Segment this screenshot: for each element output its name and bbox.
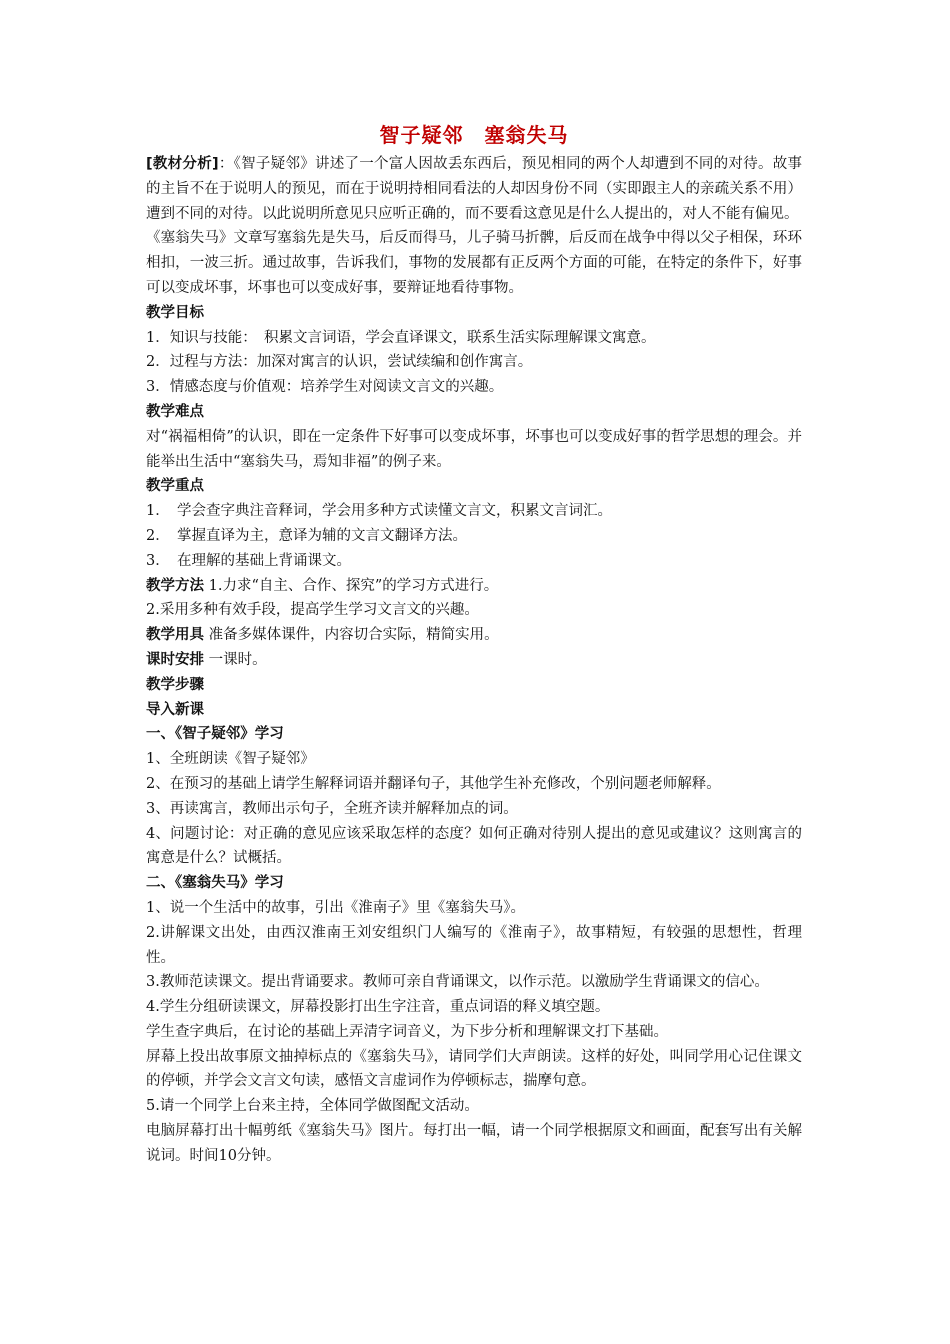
difficulty-heading: 教学难点 bbox=[146, 403, 204, 420]
part2-item: 学生查字典后，在讨论的基础上弄清字词音义，为下步分析和理解课文打下基础。 bbox=[146, 1023, 668, 1040]
part1-heading: 一、《智子疑邻》学习 bbox=[146, 726, 284, 743]
keypoints-heading: 教学重点 bbox=[146, 478, 204, 495]
tools-text: 准备多媒体课件，内容切合实际，精简实用。 bbox=[204, 627, 499, 644]
part2-item: 4.学生分组研读课文，屏幕投影打出生字注音，重点词语的释义填空题。 bbox=[146, 999, 610, 1016]
tools-paragraph bbox=[146, 623, 802, 648]
part1-item: 1、全班朗读《智子疑邻》 bbox=[146, 751, 315, 768]
part1-item: 3、再读寓言，教师出示句子，全班齐读并解释加点的词。 bbox=[146, 800, 518, 817]
part2-item: 5.请一个同学上台来主持，全体同学做图配文活动。 bbox=[146, 1098, 479, 1115]
goal-item: 2．过程与方法：加深对寓言的认识，尝试续编和创作寓言。 bbox=[146, 354, 533, 371]
difficulty-text: 对“祸福相倚”的认识，即在一定条件下好事可以变成坏事，坏事也可以变成好事的哲学思想的理会。并能举出生活中“塞翁失马，焉知非福”的例子来。 bbox=[146, 428, 802, 470]
tools-heading: 教学用具 bbox=[146, 627, 204, 644]
analysis-text: ：《智子疑邻》讲述了一个富人因故丢东西后，预见相同的两个人却遭到不同的对待。故事的主旨不在于说明人的预见，而在于说明持相同看法的人却因身份不同（实即跟主人的亲疏关系不用）遭到不同的对待。以此说明所意见只应听正确的，而不要看这意见是什么人提出的，对人不能有偏见。 bbox=[146, 156, 802, 222]
method-paragraph bbox=[146, 574, 802, 599]
part2-item: 屏幕上投出故事原文抽掉标点的《塞翁失马》，请同学们大声朗读。这样的好处，叫同学用心记住课文的停顿，并学会文言文句读，感悟文言虚词作为停顿标志，揣摩句意。 bbox=[146, 1048, 802, 1090]
method-text-2: 2.采用多种有效手段，提高学生学习文言文的兴趣。 bbox=[146, 602, 479, 619]
goals-heading: 教学目标 bbox=[146, 304, 204, 321]
keypoint-item: 1． 学会查字典注音释词，学会用多种方式读懂文言文，积累文言词汇。 bbox=[146, 503, 612, 520]
part2-item: 电脑屏幕打出十幅剪纸《塞翁失马》图片。每打出一幅，请一个同学根据原文和画面，配套写出有关解说词。时间10分钟。 bbox=[146, 1123, 802, 1164]
method-heading: 教学方法 bbox=[146, 577, 204, 594]
schedule-paragraph bbox=[146, 648, 802, 673]
part1-item: 4、问题讨论：对正确的意见应该采取怎样的态度？如何正确对待别人提出的意见或建议？这则寓言的寓意是什么？试概括。 bbox=[146, 825, 802, 867]
method-text: 1.力求“自主、合作、探究”的学习方式进行。 bbox=[204, 577, 499, 594]
analysis-label: [教材分析] bbox=[146, 156, 219, 172]
intro-heading: 导入新课 bbox=[146, 701, 204, 718]
analysis-paragraph-2: 《塞翁失马》文章写塞翁先是失马，后反而得马，儿子骑马折髀，后反而在战争中得以父子相保，环环相扣，一波三折。通过故事，告诉我们，事物的发展都有正反两个方面的可能，在特定的条件下，好事可以变成坏事，坏事也可以变成好事，要辩证地看待事物。 bbox=[146, 230, 802, 296]
goal-item: 1．知识与技能： 积累文言词语，学会直译课文，联系生活实际理解课文寓意。 bbox=[146, 329, 656, 346]
keypoint-item: 3． 在理解的基础上背诵课文。 bbox=[146, 552, 351, 569]
steps-heading: 教学步骤 bbox=[146, 676, 204, 693]
part2-heading: 二、《塞翁失马》学习 bbox=[146, 875, 284, 892]
part2-item: 3.教师范读课文。提出背诵要求。教师可亲自背诵课文，以作示范。以激励学生背诵课文的信心。 bbox=[146, 974, 769, 991]
schedule-heading: 课时安排 bbox=[146, 651, 204, 668]
document-page bbox=[146, 118, 802, 1169]
schedule-text: 一课时。 bbox=[204, 651, 267, 668]
part2-item: 1、说一个生活中的故事，引出《淮南子》里《塞翁失马》。 bbox=[146, 899, 525, 916]
keypoint-item: 2． 掌握直译为主，意译为辅的文言文翻译方法。 bbox=[146, 527, 467, 544]
goal-item: 3．情感态度与价值观：培养学生对阅读文言文的兴趣。 bbox=[146, 379, 504, 396]
document-title: 智子疑邻 塞翁失马 bbox=[379, 123, 569, 147]
part1-item: 2、在预习的基础上请学生解释词语并翻译句子，其他学生补充修改，个别问题老师解释。 bbox=[146, 775, 721, 792]
part2-item: 2.讲解课文出处，由西汉淮南王刘安组织门人编写的《淮南子》，故事精短，有较强的思想性，哲理性。 bbox=[146, 924, 802, 966]
analysis-paragraph bbox=[146, 152, 802, 226]
